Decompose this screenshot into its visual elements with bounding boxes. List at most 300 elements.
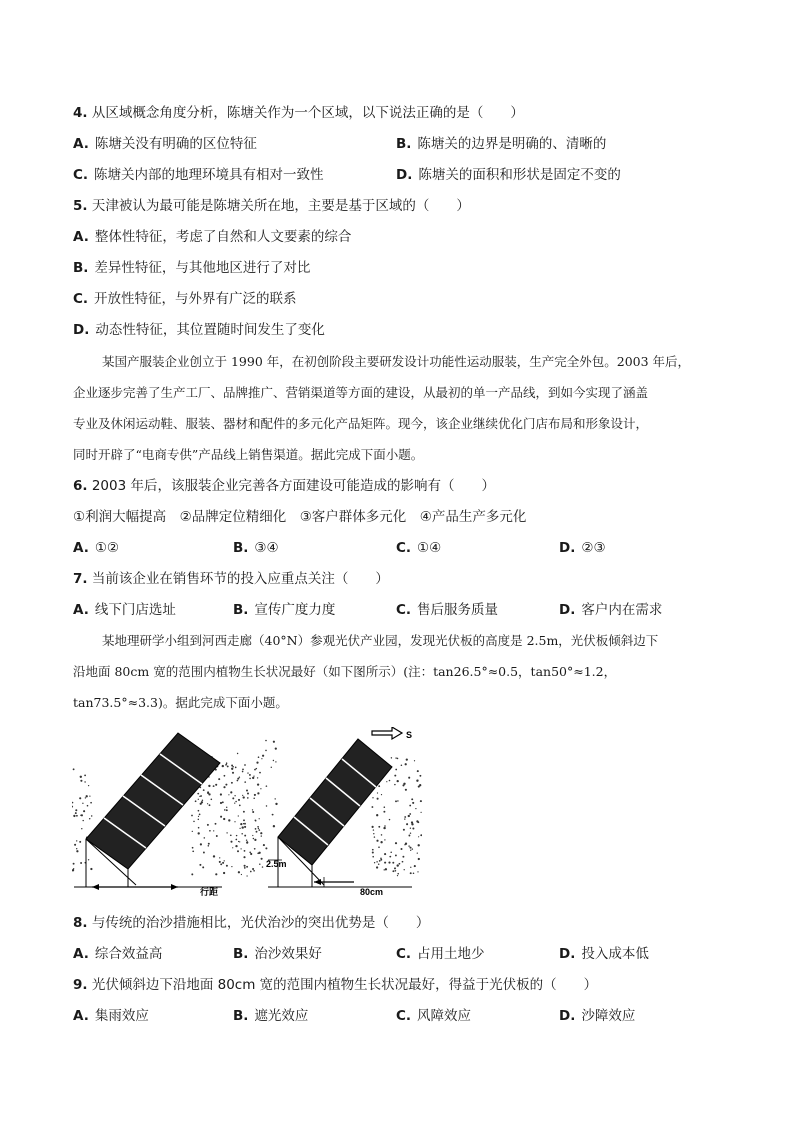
vegetation-dot [420, 834, 422, 836]
vegetation-dot [262, 755, 264, 757]
vegetation-dot [409, 805, 411, 807]
vegetation-dot [275, 803, 277, 805]
vegetation-dot [417, 871, 418, 872]
vegetation-dot [417, 780, 419, 782]
vegetation-dot [244, 867, 246, 869]
vegetation-dot [231, 866, 232, 867]
vegetation-dot [261, 858, 263, 860]
vegetation-dot [209, 804, 211, 806]
vegetation-dot [231, 782, 233, 784]
vegetation-dot [275, 761, 276, 762]
vegetation-dot [222, 801, 224, 803]
vegetation-dot [230, 834, 232, 836]
vegetation-dot [215, 784, 217, 786]
arrow-label: S [406, 730, 413, 740]
vegetation-dot [86, 795, 88, 797]
vegetation-dot [208, 785, 210, 787]
vegetation-dot [405, 789, 407, 791]
vegetation-dot [397, 873, 399, 875]
vegetation-dot [219, 861, 221, 863]
vegetation-dot [372, 849, 374, 851]
vegetation-dot [402, 861, 404, 863]
vegetation-dot [203, 789, 205, 791]
vegetation-dot [388, 862, 390, 864]
vegetation-dot [239, 776, 240, 777]
vegetation-dot [193, 821, 195, 823]
vegetation-dot [271, 767, 272, 768]
vegetation-dot [259, 818, 260, 819]
vegetation-dot [219, 857, 220, 858]
vegetation-dot [220, 793, 222, 795]
vegetation-dot [381, 794, 382, 795]
vegetation-dot [220, 802, 222, 804]
vegetation-dot [273, 825, 275, 827]
vegetation-dot [242, 771, 244, 773]
vegetation-dot [79, 841, 81, 843]
vegetation-dot [223, 818, 225, 820]
vegetation-dot [199, 814, 201, 816]
vegetation-dot [208, 845, 210, 847]
vegetation-dot [395, 800, 397, 802]
vegetation-dot [259, 863, 260, 864]
vegetation-dot [395, 769, 397, 771]
vegetation-dot [228, 819, 230, 821]
vegetation-dot [240, 848, 241, 849]
vegetation-dot [410, 828, 411, 829]
vegetation-dot [247, 797, 249, 799]
vegetation-dot [254, 839, 256, 841]
vegetation-dot [241, 874, 242, 875]
vegetation-dot [218, 778, 220, 780]
vegetation-dot [235, 801, 237, 803]
vegetation-dot [222, 862, 224, 864]
vegetation-dot [80, 862, 82, 864]
vegetation-dot [252, 835, 253, 836]
q5-option-a[interactable]: A. 整体性特征，考虑了自然和人文要素的综合 [73, 229, 352, 245]
vegetation-dot [392, 870, 394, 872]
vegetation-dot [237, 753, 238, 754]
vegetation-dot [213, 830, 214, 831]
vegetation-dot [252, 777, 254, 779]
vegetation-dot [420, 800, 422, 802]
q9-option-d[interactable]: D. 沙障效应 [559, 1008, 636, 1024]
vegetation-dot [235, 767, 237, 769]
vegetation-dot [263, 844, 265, 846]
vegetation-dot [76, 815, 78, 817]
vegetation-dot [82, 803, 83, 804]
vegetation-dot [240, 823, 242, 825]
vegetation-dot [379, 860, 381, 862]
vegetation-dot [230, 791, 232, 793]
vegetation-dot [226, 809, 228, 811]
vegetation-dot [412, 802, 414, 804]
vegetation-dot [207, 803, 208, 804]
vegetation-dot [409, 813, 411, 815]
vegetation-dot [397, 864, 399, 866]
vegetation-dot [242, 795, 243, 796]
vegetation-dot [225, 784, 227, 786]
vegetation-dot [226, 762, 228, 764]
vegetation-dot [83, 810, 85, 812]
question-5-stem: 5. 天津被认为最可能是陈塘关所在地，主要是基于区域的（ ） [73, 198, 470, 214]
vegetation-dot [256, 768, 257, 769]
vegetation-dot [234, 795, 235, 796]
vegetation-dot [404, 818, 405, 819]
vegetation-dot [224, 809, 226, 811]
vegetation-dot [74, 844, 76, 846]
vegetation-dot [249, 778, 251, 780]
vegetation-dot [202, 799, 204, 801]
vegetation-dot [197, 793, 199, 795]
vegetation-dot [417, 852, 418, 853]
vegetation-dot [260, 788, 261, 789]
vegetation-dot [238, 799, 240, 801]
vegetation-dot [399, 863, 401, 865]
vegetation-dot [73, 868, 74, 869]
vegetation-dot [415, 808, 416, 809]
vegetation-dot [406, 758, 408, 760]
vegetation-dot [397, 780, 399, 782]
vegetation-dot [244, 865, 246, 867]
vegetation-dot [411, 798, 413, 800]
vegetation-dot [259, 829, 261, 831]
vegetation-dot [258, 828, 259, 829]
vegetation-dot [80, 776, 82, 778]
vegetation-dot [222, 765, 224, 767]
vegetation-dot [395, 854, 397, 856]
vegetation-dot [395, 870, 397, 872]
vegetation-dot [232, 797, 234, 799]
vegetation-dot [244, 850, 246, 852]
q6-option-a[interactable]: A. ①② [73, 540, 120, 556]
vegetation-dot [383, 827, 385, 829]
vegetation-dot [228, 794, 229, 795]
vegetation-dot [255, 820, 257, 822]
vegetation-dot [253, 798, 255, 800]
vegetation-dot [257, 777, 258, 778]
vegetation-dot [236, 839, 238, 841]
q8-option-d[interactable]: D. 投入成本低 [559, 946, 649, 962]
vegetation-dot [266, 785, 268, 787]
vegetation-dot [73, 863, 75, 865]
q6-option-b[interactable]: B. ③④ [233, 540, 279, 556]
vegetation-dot [249, 851, 251, 853]
vegetation-dot [239, 805, 241, 807]
vegetation-dot [198, 832, 200, 834]
vegetation-dot [198, 816, 199, 817]
vegetation-dot [84, 781, 85, 782]
vegetation-dot [209, 830, 211, 832]
vegetation-dot [402, 856, 404, 858]
vegetation-dot [244, 764, 246, 766]
q4-option-a[interactable]: A. 陈塘关没有明确的区位特征 [73, 136, 257, 152]
vegetation-dot [378, 785, 380, 787]
vegetation-dot [376, 866, 378, 868]
vegetation-dot [250, 853, 252, 855]
vegetation-dot [256, 831, 258, 833]
vegetation-dot [410, 850, 411, 851]
q5-option-b[interactable]: B. 差异性特征，与其他地区进行了对比 [73, 260, 311, 276]
vegetation-dot [384, 806, 386, 808]
vegetation-dot [213, 855, 215, 857]
vegetation-dot [394, 775, 396, 777]
vegetation-dot [192, 850, 194, 852]
vegetation-dot [389, 780, 391, 782]
q7-option-b[interactable]: B. 宣传广度力度 [233, 602, 336, 618]
vegetation-dot [418, 786, 420, 788]
vegetation-dot [226, 807, 227, 808]
vegetation-dot [203, 852, 205, 854]
vegetation-dot [417, 821, 419, 823]
vegetation-dot [275, 748, 277, 750]
vegetation-dot [241, 833, 243, 835]
vegetation-dot [265, 740, 267, 742]
vegetation-dot [394, 867, 396, 869]
vegetation-dot [200, 843, 202, 845]
q8-option-c[interactable]: C. 占用土地少 [396, 946, 485, 962]
vegetation-dot [226, 832, 227, 833]
question-8-stem: 8. 与传统的治沙措施相比，光伏治沙的突出优势是（ ） [73, 915, 430, 931]
passage-2-line-3: tan73.5°≈3.3)。据此完成下面小题。 [73, 695, 288, 710]
vegetation-dot [237, 778, 239, 780]
q9-option-c[interactable]: C. 风障效应 [396, 1008, 472, 1024]
vegetation-dot [204, 837, 206, 839]
vegetation-dot [252, 809, 253, 810]
vegetation-dot [261, 835, 262, 836]
vegetation-dot [200, 795, 202, 797]
vegetation-dot [406, 823, 408, 825]
q7-option-d[interactable]: D. 客户内在需求 [559, 602, 663, 618]
vegetation-dot [258, 852, 260, 854]
vegetation-dot [385, 868, 387, 870]
q9-option-b[interactable]: B. 遮光效应 [233, 1008, 309, 1024]
vegetation-dot [383, 811, 385, 813]
vegetation-dot [244, 835, 246, 837]
vegetation-dot [256, 762, 258, 764]
vegetation-dot [246, 866, 248, 868]
vegetation-dot [239, 828, 240, 829]
vegetation-dot [238, 871, 240, 873]
vegetation-dot [254, 769, 256, 771]
height-label: 2.5m [266, 859, 287, 869]
q9-option-a[interactable]: A. 集雨效应 [73, 1008, 149, 1024]
vegetation-dot [234, 821, 235, 822]
vegetation-dot [76, 840, 77, 841]
vegetation-dot [404, 869, 405, 870]
vegetation-dot [410, 872, 412, 874]
vegetation-dot [261, 758, 262, 759]
q5-option-d[interactable]: D. 动态性特征，其位置随时间发生了变化 [73, 322, 325, 338]
vegetation-dot [198, 827, 200, 829]
vegetation-dot [76, 848, 77, 849]
question-6-items: ①利润大幅提高 ②品牌定位精细化 ③客户群体多元化 ④产品生产多元化 [73, 509, 527, 525]
q5-option-c[interactable]: C. 开放性特征，与外界有广泛的联系 [73, 291, 297, 307]
vegetation-dot [246, 841, 248, 843]
vegetation-dot [377, 792, 378, 793]
vegetation-dot [397, 875, 398, 876]
vegetation-dot [211, 799, 213, 801]
vegetation-dot [257, 792, 259, 794]
vegetation-dot [397, 758, 399, 760]
question-6-stem: 6. 2003 年后，该服装企业完善各方面建设可能造成的影响有（ ） [73, 478, 495, 494]
vegetation-dot [397, 800, 398, 801]
q4-option-c[interactable]: C. 陈塘关内部的地理环境具有相对一致性 [73, 167, 324, 183]
vegetation-dot [254, 794, 256, 796]
vegetation-dot [235, 845, 237, 847]
vegetation-dot [79, 797, 81, 799]
vegetation-dot [420, 812, 421, 813]
vegetation-dot [372, 856, 374, 858]
vegetation-dot [243, 819, 245, 821]
vegetation-dot [408, 815, 410, 817]
solar-panel-right [268, 739, 412, 887]
vegetation-dot [389, 819, 390, 820]
q6-option-d[interactable]: D. ②③ [559, 540, 606, 556]
vegetation-dot [202, 866, 204, 868]
vegetation-dot [418, 858, 420, 860]
vegetation-dot [257, 783, 259, 785]
vegetation-dot [272, 814, 274, 816]
south-arrow-icon [372, 727, 402, 739]
vegetation-dot [404, 844, 405, 845]
vegetation-dot [198, 819, 199, 820]
vegetation-dot [265, 847, 267, 849]
vegetation-dot [220, 816, 222, 818]
vegetation-dot [80, 815, 82, 817]
vegetation-dot [414, 760, 415, 761]
vegetation-dot [234, 802, 235, 803]
vegetation-dot [75, 809, 77, 811]
vegetation-dot [88, 859, 89, 860]
vegetation-dot [372, 797, 373, 798]
vegetation-dot [390, 852, 392, 854]
vegetation-dot [91, 815, 92, 816]
vegetation-dot [254, 848, 256, 850]
vegetation-dot [72, 802, 73, 804]
passage-1-line-2: 企业逐步完善了生产工厂、品牌推广、营销渠道等方面的建设，从最初的单一产品线，到如今实现了涵盖 [73, 385, 649, 400]
vegetation-dot [392, 862, 394, 864]
vegetation-dot [250, 871, 252, 873]
vegetation-dot [246, 875, 247, 876]
vegetation-dot [215, 873, 217, 875]
q8-option-b[interactable]: B. 治沙效果好 [233, 946, 322, 962]
vegetation-dot [243, 856, 245, 858]
vegetation-dot [215, 823, 217, 825]
vegetation-dot [81, 828, 82, 829]
vegetation-dot [414, 865, 416, 867]
vegetation-dot [257, 826, 259, 828]
vegetation-dot [192, 847, 194, 849]
vegetation-dot [236, 835, 237, 836]
vegetation-dot [192, 831, 193, 832]
vegetation-dot [259, 772, 261, 774]
q7-option-a[interactable]: A. 线下门店选址 [73, 602, 176, 618]
passage-1-line-1: 某国产服装企业创立于 1990 年，在初创阶段主要研发设计功能性运动服装，生产完全外包。2003 年后， [102, 354, 691, 369]
solar-panel-figure [72, 727, 422, 897]
vegetation-dot [384, 853, 386, 855]
q6-option-c[interactable]: C. ①④ [396, 540, 442, 556]
vegetation-dot [239, 841, 240, 842]
vegetation-dot [389, 856, 391, 858]
vegetation-dot [378, 846, 380, 848]
vegetation-dot [410, 832, 411, 833]
vegetation-dot [89, 818, 90, 819]
q4-option-b[interactable]: B. 陈塘关的边界是明确的、清晰的 [396, 136, 607, 152]
vegetation-dot [372, 826, 374, 828]
vegetation-dot [230, 841, 232, 843]
vegetation-dot [216, 835, 218, 837]
q4-option-d[interactable]: D. 陈塘关的面积和形状是固定不变的 [396, 167, 621, 183]
vegetation-dot [413, 872, 415, 874]
vegetation-dot [373, 829, 374, 830]
vegetation-dot [82, 820, 83, 821]
vegetation-dot [384, 862, 386, 864]
vegetation-dot [73, 815, 75, 817]
vegetation-dot [243, 796, 245, 798]
vegetation-dot [373, 833, 374, 834]
vegetation-dot [208, 793, 210, 795]
vegetation-dot [378, 863, 379, 864]
vegetation-dot [255, 828, 257, 830]
vegetation-dot [84, 775, 86, 777]
row-spacing-label: 行距 [200, 887, 219, 897]
vegetation-dot [243, 811, 245, 813]
vegetation-dot [72, 806, 73, 808]
question-4-stem: 4. 从区域概念角度分析，陈塘关作为一个区域，以下说法正确的是（ ） [73, 105, 524, 121]
vegetation-dot [242, 826, 244, 828]
vegetation-dot [73, 768, 75, 770]
vegetation-dot [244, 823, 246, 825]
vegetation-dot [232, 766, 234, 768]
vegetation-dot [244, 781, 246, 783]
vegetation-dot [400, 848, 402, 850]
vegetation-dot [417, 770, 419, 772]
vegetation-dot [265, 750, 267, 752]
vegetation-dot [247, 772, 248, 773]
vegetation-dot [253, 775, 254, 776]
vegetation-dot [76, 850, 78, 852]
solar-panel-left [74, 733, 222, 890]
vegetation-dot [412, 827, 414, 829]
q7-option-c[interactable]: C. 售后服务质量 [396, 602, 499, 618]
vegetation-dot [378, 826, 380, 828]
vegetation-dot [231, 768, 233, 770]
vegetation-dot [403, 783, 405, 785]
vegetation-dot [376, 861, 377, 862]
vegetation-dot [201, 801, 203, 803]
vegetation-dot [384, 839, 385, 840]
vegetation-dot [386, 781, 387, 782]
vegetation-dot [376, 840, 378, 842]
vegetation-dot [237, 780, 239, 782]
vegetation-dot [410, 867, 411, 868]
vegetation-dot [274, 798, 275, 799]
vegetation-dot [80, 780, 82, 782]
q8-option-a[interactable]: A. 综合效益高 [73, 946, 163, 962]
vegetation-dot [384, 825, 386, 827]
vegetation-dot [237, 850, 239, 852]
vegetation-dot [195, 800, 197, 802]
vegetation-dot [249, 774, 251, 776]
vegetation-dot [409, 847, 411, 849]
vegetation-dot [238, 815, 239, 816]
vegetation-dot [198, 799, 199, 800]
vegetation-dot [374, 836, 375, 837]
vegetation-dot [384, 869, 385, 870]
vegetation-dot [405, 763, 407, 765]
vegetation-dot [220, 863, 222, 865]
width-label: 80cm [360, 887, 384, 897]
